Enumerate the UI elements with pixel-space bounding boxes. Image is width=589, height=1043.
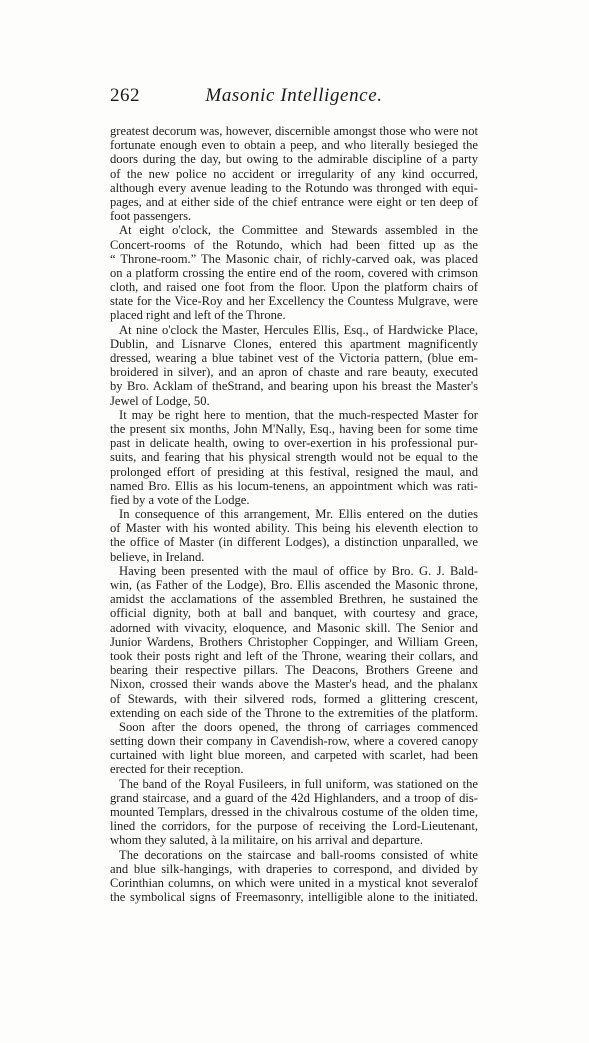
- text-line: Having been presented with the maul of office by Bro. G. J. Bald-: [119, 563, 478, 578]
- text-line: At nine o'clock the Master, Hercules Ellis, Esq., of Hardwicke Place,: [119, 322, 478, 337]
- text-line: mounted Templars, dressed in the chivalrous costume of the olden time,: [110, 805, 478, 819]
- text-line: cloth, and raised one foot from the floor. Upon the platform chairs of: [110, 280, 478, 295]
- text-line: took their posts right and left of the Throne, wearing their collars, and: [110, 648, 478, 663]
- text-line: In consequence of this arrangement, Mr. Ellis entered on the duties: [119, 507, 478, 522]
- text-line: prolonged effort of presiding at this festival, resigned the maul, and: [110, 464, 478, 479]
- text-line: Junior Wardens, Brothers Christopher Coppinger, and William Green,: [110, 634, 478, 649]
- text-line: of Master with his wonted ability. This being his eleventh election to: [110, 521, 478, 536]
- text-line: Dublin, and Lisnarve Clones, entered this apartment magnificently: [110, 336, 478, 351]
- text-line: named Bro. Ellis as his locum-tenens, an appointment which was rati-: [110, 478, 478, 493]
- text-line: the symbolical signs of Freemasonry, intelligible alone to the initiated.: [110, 890, 478, 905]
- text-line: bearing their respective pillars. The Deacons, Brothers Greene and: [110, 663, 478, 678]
- text-line: greatest decorum was, however, discernible amongst those who were not: [110, 124, 478, 138]
- text-line: Jewel of Lodge, 50.: [110, 393, 210, 408]
- text-line: of Stewards, with their silvered rods, formed a glittering crescent,: [110, 691, 478, 706]
- text-line: “ Throne-room.” The Masonic chair, of richly-carved oak, was placed: [110, 251, 478, 266]
- text-line: fortunate enough even to obtain a peep, and who literally besieged the: [110, 138, 478, 153]
- text-line: believe, in Ireland.: [110, 549, 205, 564]
- text-line: pages, and at either side of the chief entrance were eight or ten deep of: [110, 194, 478, 209]
- text-line: amidst the acclamations of the assembled Brethren, he sustained the: [110, 592, 478, 607]
- text-line: doors during the day, but owing to the admirable discipline of a party: [110, 152, 478, 167]
- text-line: of the new police no accident or irregularity of any kind occurred,: [110, 166, 478, 181]
- page-number: 262: [110, 85, 140, 106]
- text-line: the present six months, John M'Nally, Esq., having been for some time: [110, 421, 478, 436]
- body-text: [110, 124, 478, 904]
- text-line: It may be right here to mention, that the much-respected Master for: [119, 407, 478, 422]
- text-line: fied by a vote of the Lodge.: [110, 492, 250, 507]
- text-line: Corinthian columns, on which were united in a mystical knot severalof: [110, 875, 478, 890]
- text-line: past in delicate health, owing to over-exertion in his professional pur-: [110, 436, 478, 451]
- text-line: suits, and fearing that his physical strength would not be equal to the: [110, 450, 478, 465]
- text-line: The decorations on the staircase and ball-rooms consisted of white: [119, 847, 478, 862]
- text-line: the office of Master (in different Lodges), a distinction unparalled, we: [110, 535, 478, 550]
- text-line: The band of the Royal Fusileers, in full uniform, was stationed on the: [119, 776, 478, 791]
- text-line: foot passengers.: [110, 209, 192, 224]
- text-line: on a platform crossing the entire end of the room, covered with crimson: [110, 265, 478, 280]
- text-line: setting down their company in Cavendish-row, where a covered canopy: [110, 734, 478, 749]
- text-line: by Bro. Acklam of theStrand, and bearing upon his breast the Master's: [110, 379, 478, 394]
- text-line: Soon after the doors opened, the throng of carriages commenced: [119, 719, 478, 734]
- text-line: official dignity, both at ball and banquet, with courtesy and grace,: [110, 606, 478, 621]
- text-line: curtained with light blue moreen, and carpeted with scarlet, had been: [110, 748, 478, 763]
- text-line: state for the Vice-Roy and her Excellency the Countess Mulgrave, were: [110, 294, 478, 309]
- text-line: erected for their reception.: [110, 762, 244, 777]
- text-line: Nixon, crossed their wands above the Master's head, and the phalanx: [110, 677, 478, 692]
- text-line: dressed, wearing a blue tabinet vest of the Victoria pattern, (blue em-: [110, 351, 478, 365]
- running-title: Masonic Intelligence.: [205, 85, 383, 106]
- text-line: whom they saluted, à la militaire, on his arrival and departure.: [110, 833, 423, 848]
- text-line: broidered in silver), and an apron of chaste and rare beauty, executed: [110, 365, 478, 380]
- text-line: extending on each side of the Throne to the extremities of the platform.: [110, 705, 478, 720]
- text-line: win, (as Father of the Lodge), Bro. Ellis ascended the Masonic throne,: [110, 578, 478, 592]
- text-line: although every avenue leading to the Rotundo was thronged with equi-: [110, 180, 478, 195]
- text-line: Concert-rooms of the Rotundo, which had been fitted up as the: [110, 237, 478, 252]
- text-line: At eight o'clock, the Committee and Stewards assembled in the: [119, 223, 478, 238]
- text-line: and blue silk-hangings, with draperies to correspond, and divided by: [110, 861, 478, 876]
- text-line: placed right and left of the Throne.: [110, 308, 286, 323]
- text-line: grand staircase, and a guard of the 42d Highlanders, and a troop of dis-: [110, 790, 478, 805]
- text-line: adorned with vivacity, eloquence, and Masonic skill. The Senior and: [110, 620, 478, 635]
- text-line: lined the corridors, for the purpose of receiving the Lord-Lieutenant,: [110, 819, 478, 834]
- page-header: [110, 85, 478, 113]
